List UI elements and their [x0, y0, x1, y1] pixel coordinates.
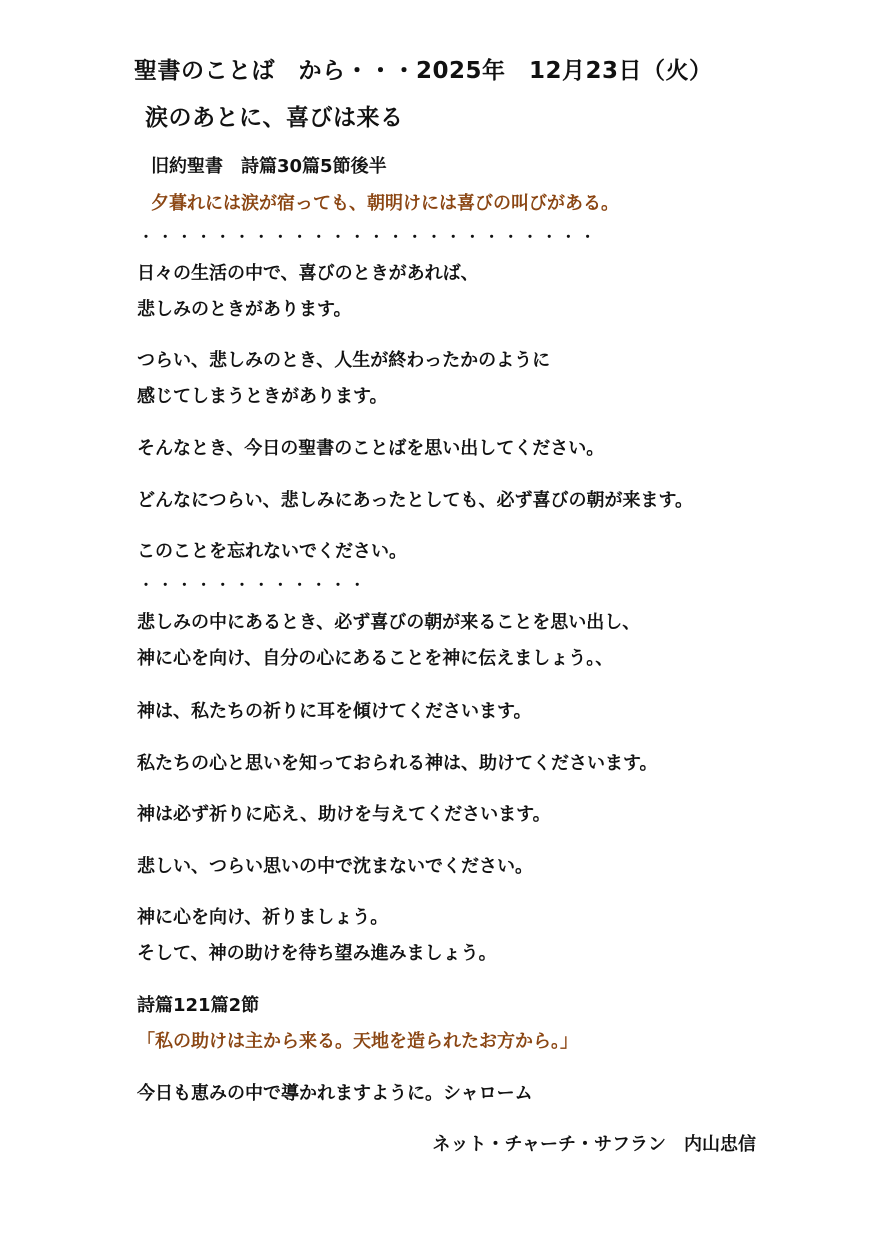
closing-verse: 「私の助けは主から来る。天地を造られたお方から。」: [137, 1031, 578, 1052]
signature: ネット・チャーチ・サフラン 内山忠信: [432, 1134, 756, 1155]
scripture-reference: 旧約聖書 詩篇30篇5節後半: [151, 156, 387, 177]
closing-blessing: 今日も恵みの中で導かれますように。シャローム: [137, 1083, 533, 1104]
paragraph-line: 悲しい、つらい思いの中で沈まないでください。: [137, 856, 533, 877]
dotted-separator-long: ・・・・・・・・・・・・・・・・・・・・・・・・: [139, 230, 600, 246]
scripture-verse: 夕暮れには涙が宿っても、朝明けには喜びの叫びがある。: [151, 193, 619, 214]
paragraph-line: このことを忘れないでください。: [137, 541, 407, 562]
paragraph-line: 悲しみのときがあります。: [137, 299, 352, 320]
paragraph-line: どんなにつらい、悲しみにあったとしても、必ず喜びの朝が来ます。: [137, 490, 694, 511]
paragraph-line: そして、神の助けを待ち望み進みましょう。: [137, 943, 497, 964]
paragraph-line: そんなとき、今日の聖書のことばを思い出してください。: [137, 438, 605, 459]
paragraph-line: 神は必ず祈りに応え、助けを与えてくださいます。: [137, 804, 551, 825]
paragraph-line: 日々の生活の中で、喜びのときがあれば、: [137, 263, 479, 284]
paragraph-line: 神は、私たちの祈りに耳を傾けてくださいます。: [137, 701, 532, 722]
closing-reference: 詩篇121篇2節: [137, 995, 260, 1016]
paragraph-line: 私たちの心と思いを知っておられる神は、助けてくださいます。: [137, 753, 658, 774]
paragraph-line: つらい、悲しみのとき、人生が終わったかのように: [137, 350, 551, 371]
document-header: 聖書のことば から・・・2025年 12月23日（火）: [134, 58, 713, 84]
document-title: 涙のあとに、喜びは来る: [145, 105, 404, 131]
paragraph-line: 悲しみの中にあるとき、必ず喜びの朝が来ることを思い出し、: [137, 612, 641, 633]
paragraph-line: 神に心を向け、祈りましょう。: [137, 907, 389, 928]
paragraph-line: 神に心を向け、自分の心にあることを神に伝えましょう。、: [137, 648, 614, 669]
dotted-separator-short: ・・・・・・・・・・・・: [139, 578, 370, 594]
paragraph-line: 感じてしまうときがあります。: [137, 386, 388, 407]
